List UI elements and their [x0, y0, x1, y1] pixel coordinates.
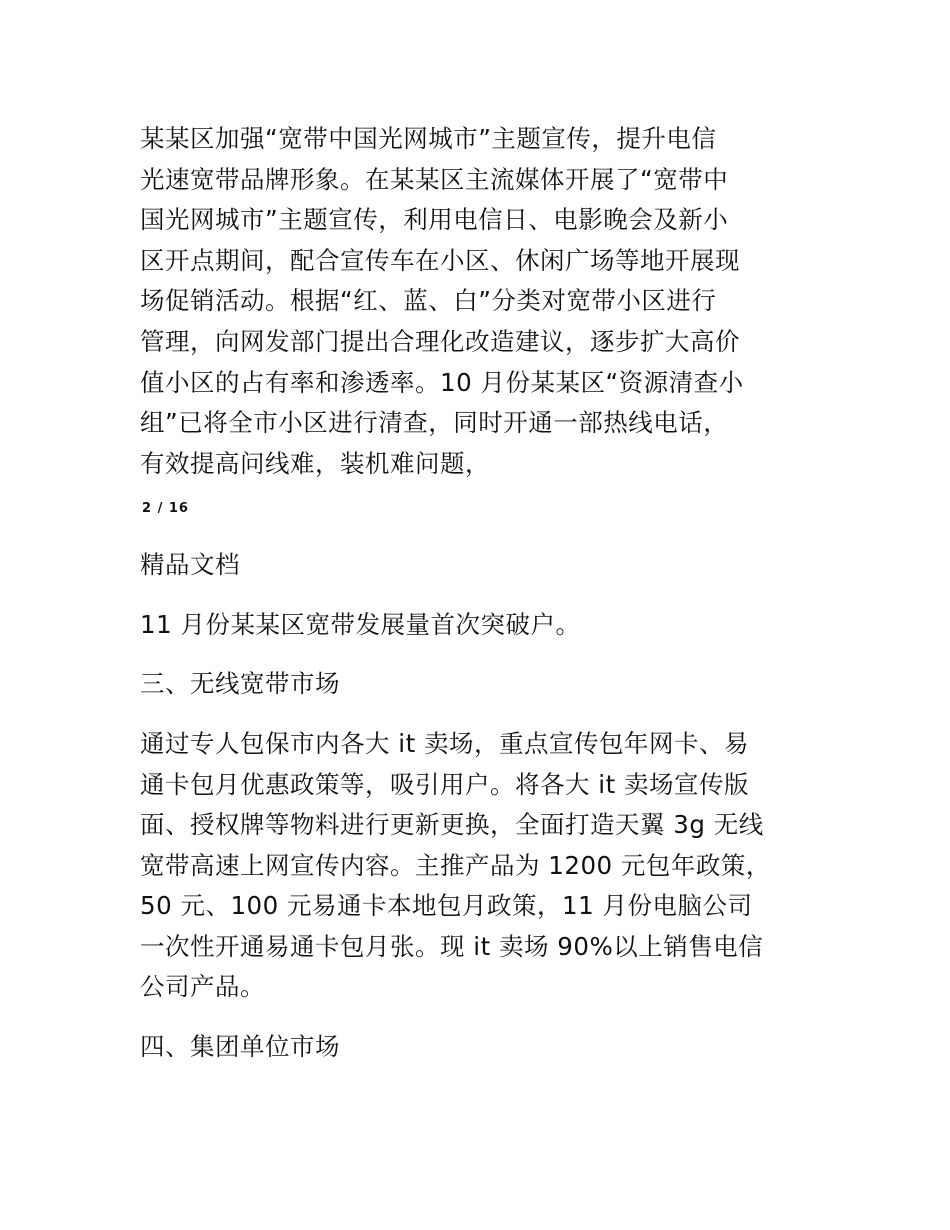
header-label: 精品文档 — [140, 550, 240, 579]
paragraph-1-line-2: 光速宽带品牌形象。在某某区主流媒体开展了“宽带中 — [140, 165, 729, 194]
paragraph-3-line-1: 通过专人包保市内各大 it 卖场，重点宣传包年网卡、易 — [140, 729, 749, 758]
paragraph-1-line-4: 区开点期间，配合宣传车在小区、休闲广场等地开展现 — [140, 246, 740, 275]
paragraph-2: 11 月份某某区宽带发展量首次突破户。 — [140, 610, 581, 639]
page-number: 2 / 16 — [142, 501, 189, 516]
paragraph-3-line-5: 50 元、100 元易通卡本地包月政策，11 月份电脑公司 — [140, 891, 753, 920]
paragraph-1-line-5: 场促销活动。根据“红、蓝、白”分类对宽带小区进行 — [140, 286, 717, 315]
paragraph-3-line-2: 通卡包月优惠政策等，吸引用户。将各大 it 卖场宣传版 — [140, 770, 749, 799]
paragraph-1-line-8: 组”已将全市小区进行清查，同时开通一部热线电话， — [140, 408, 729, 437]
paragraph-1-line-9: 有效提高问线难，装机难问题， — [140, 449, 490, 478]
section-heading-4: 四、集团单位市场 — [140, 1032, 340, 1061]
paragraph-3-line-6: 一次性开通易通卡包月张。现 it 卖场 90%以上销售电信 — [140, 932, 764, 961]
paragraph-1-line-7: 值小区的占有率和渗透率。10 月份某某区“资源清查小 — [140, 368, 744, 397]
paragraph-3-line-7: 公司产品。 — [140, 972, 265, 1001]
paragraph-1-line-1: 某某区加强“宽带中国光网城市”主题宣传，提升电信 — [140, 124, 717, 153]
paragraph-3-line-4: 宽带高速上网宣传内容。主推产品为 1200 元包年政策， — [140, 851, 771, 880]
section-heading-3: 三、无线宽带市场 — [140, 669, 340, 698]
paragraph-1-line-3: 国光网城市”主题宣传，利用电信日、电影晚会及新小 — [140, 205, 729, 234]
paragraph-3-line-3: 面、授权牌等物料进行更新更换，全面打造天翼 3g 无线 — [140, 810, 764, 839]
paragraph-1-line-6: 管理，向网发部门提出合理化改造建议，逐步扩大高价 — [140, 327, 740, 356]
